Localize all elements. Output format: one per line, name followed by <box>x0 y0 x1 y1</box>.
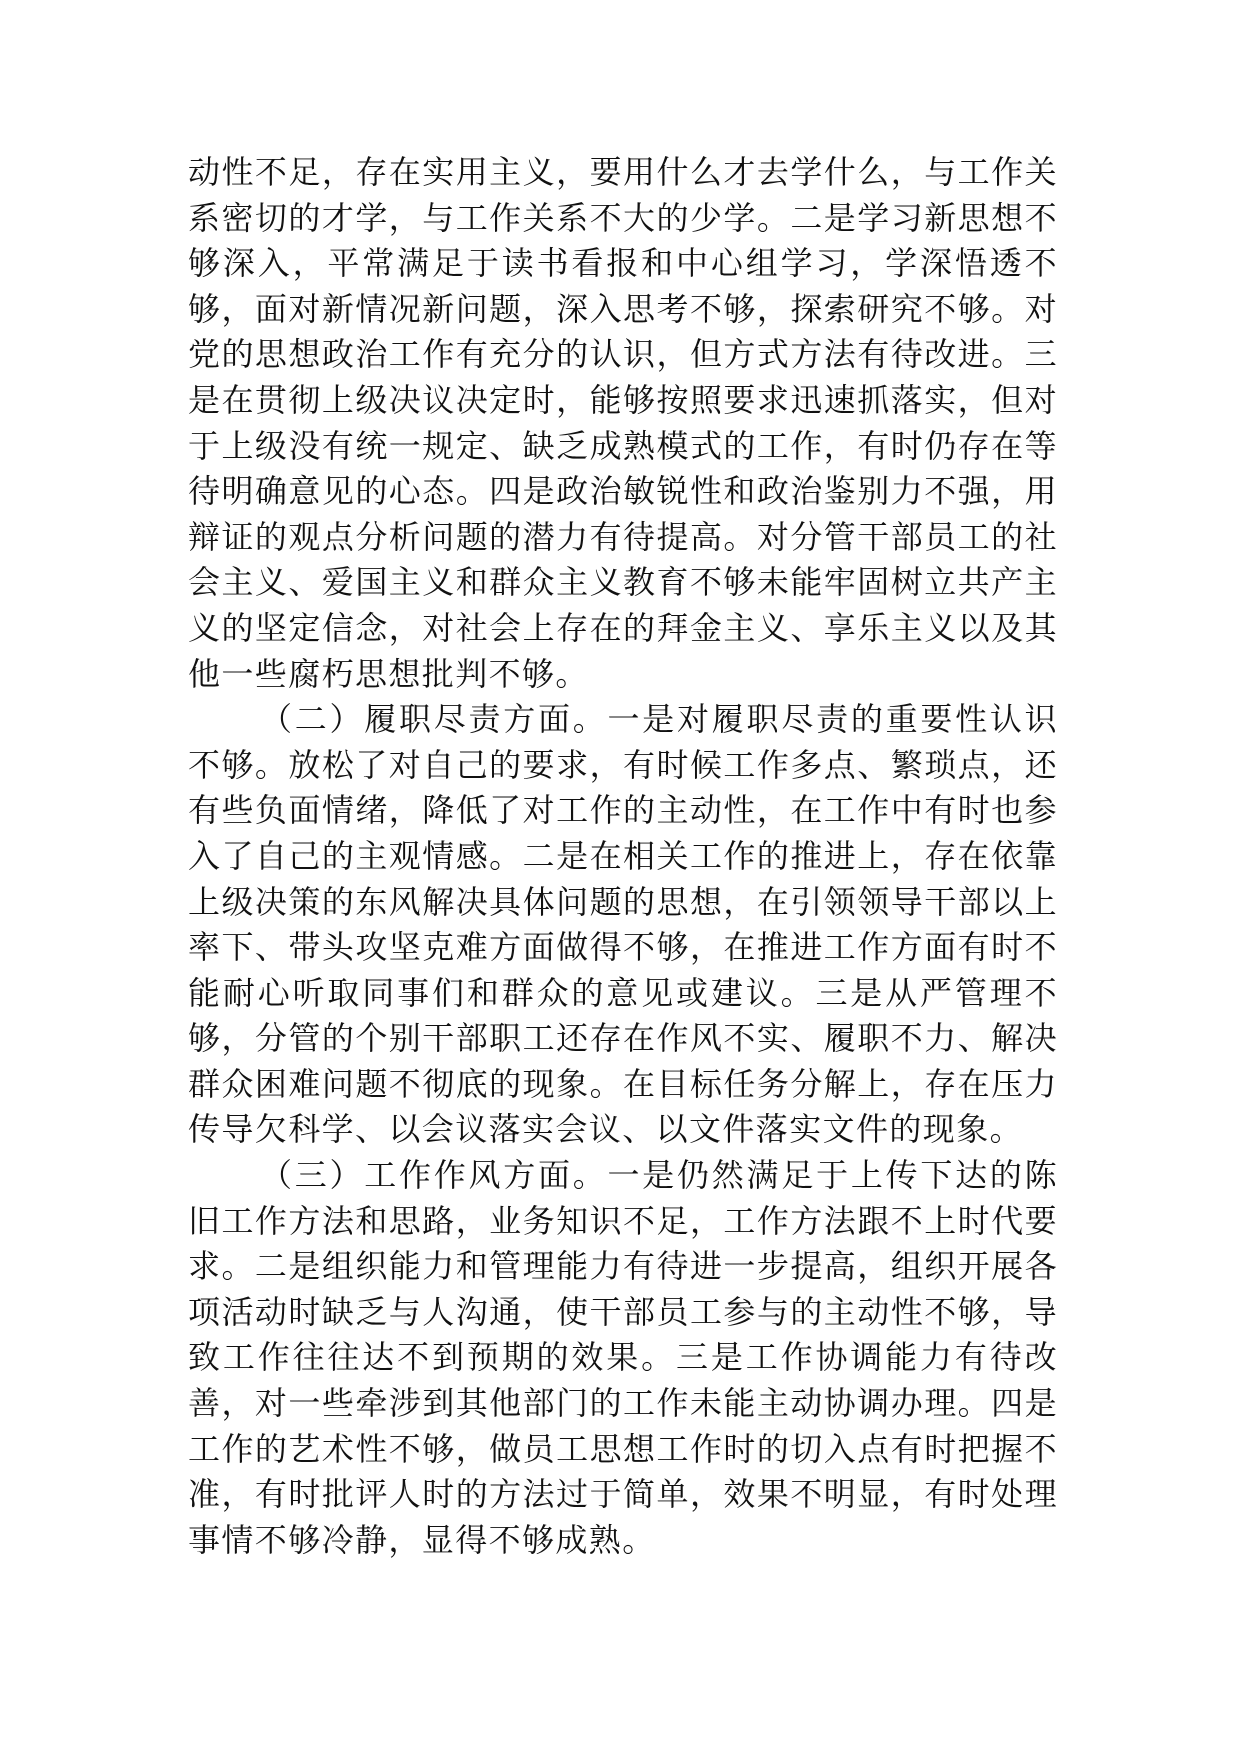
paragraph-continuation: 动性不足，存在实用主义，要用什么才去学什么，与工作关系密切的才学，与工作关系不大的少学。二是学习新思想不够深入，平常满足于读书看报和中心组学习，学深悟透不够，面对新情况新问题，深入思考不够，探索研究不够。对党的思想政治工作有充分的认识，但方式方法有待改进。三是在贯彻上级决议决定时，能够按照要求迅速抓落实，但对于上级没有统一规定、缺乏成熟模式的工作，有时仍存在等待明确意见的心态。四是政治敏锐性和政治鉴别力不强，用辩证的观点分析问题的潜力有待提高。对分管干部员工的社会主义、爱国主义和群众主义教育不够未能牢固树立共产主义的坚定信念，对社会上存在的拜金主义、享乐主义以及其他一些腐朽思想批判不够。 <box>188 153 1058 693</box>
paragraph-work-style: （三）工作作风方面。一是仍然满足于上传下达的陈旧工作方法和思路，业务知识不足，工作方法跟不上时代要求。二是组织能力和管理能力有待进一步提高，组织开展各项活动时缺乏与人沟通，使干部员工参与的主动性不够，导致工作往往达不到预期的效果。三是工作协调能力有待改善，对一些牵涉到其他部门的工作未能主动协调办理。四是工作的艺术性不够，做员工思想工作时的切入点有时把握不准，有时批评人时的方法过于简单，效果不明显，有时处理事情不够冷静，显得不够成熟。 <box>188 1156 1058 1559</box>
document-body <box>188 150 1058 1563</box>
paragraph-duty-fulfillment: （二）履职尽责方面。一是对履职尽责的重要性认识不够。放松了对自己的要求，有时候工作多点、繁琐点，还有些负面情绪，降低了对工作的主动性，在工作中有时也参入了自己的主观情感。二是在相关工作的推进上，存在依靠上级决策的东风解决具体问题的思想，在引领领导干部以上率下、带头攻坚克难方面做得不够，在推进工作方面有时不能耐心听取同事们和群众的意见或建议。三是从严管理不够，分管的个别干部职工还存在作风不实、履职不力、解决群众困难问题不彻底的现象。在目标任务分解上，存在压力传导欠科学、以会议落实会议、以文件落实文件的现象。 <box>188 700 1058 1149</box>
